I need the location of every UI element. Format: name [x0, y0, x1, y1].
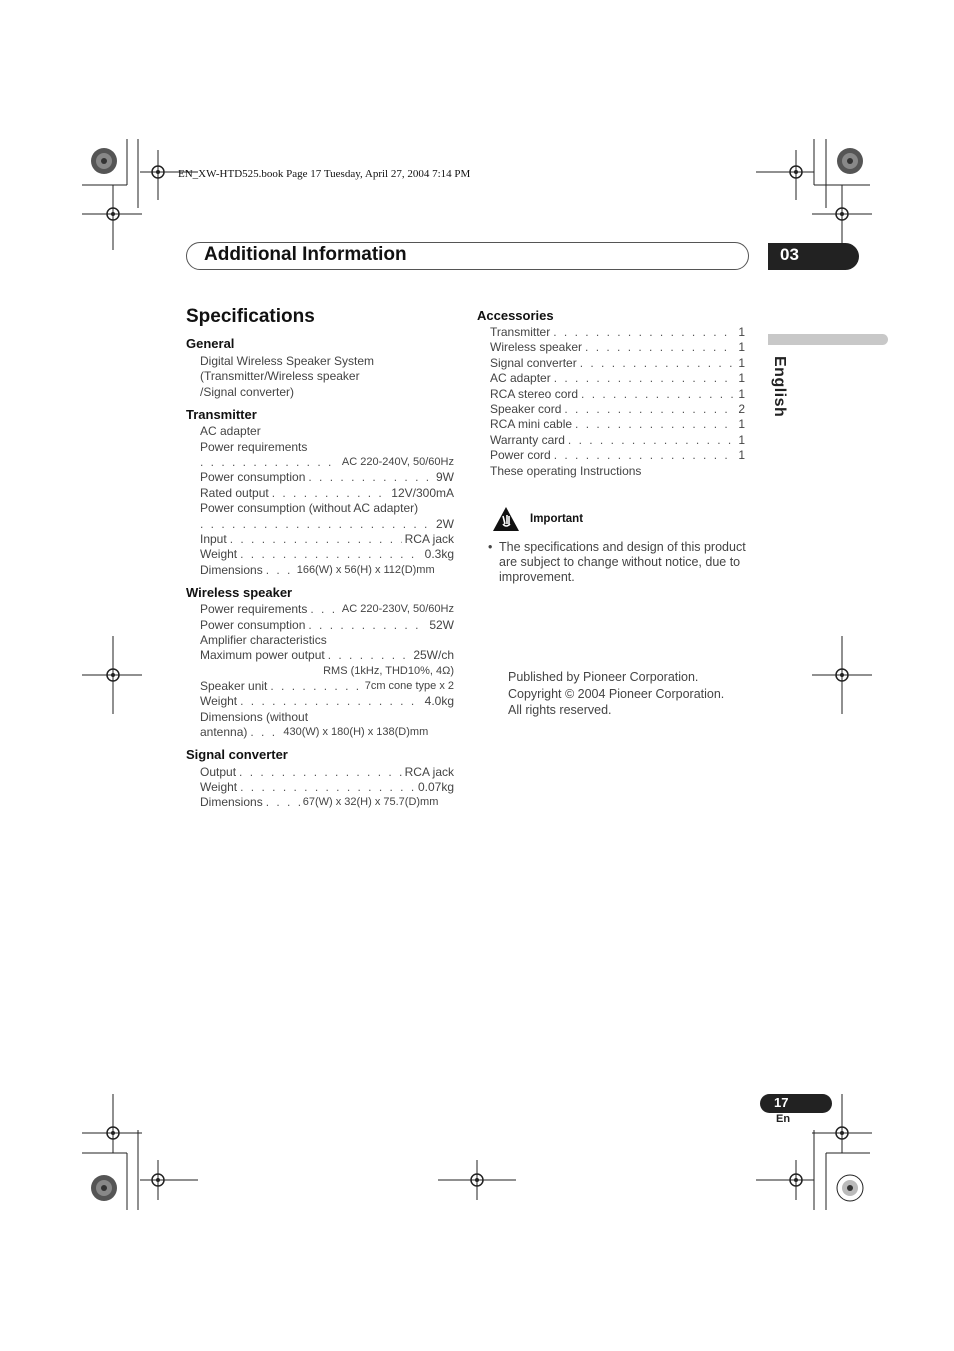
specifications-title: Specifications [186, 306, 315, 327]
spec-label: Weight [200, 694, 238, 708]
accessory-item [490, 387, 745, 402]
spec-label: Dimensions [200, 795, 263, 809]
spec-value: 25W/ch [413, 648, 454, 662]
rights-line: All rights reserved. [508, 703, 612, 717]
spec-value: 4.0kg [424, 694, 454, 708]
accessories-footer: These operating Instructions [490, 464, 642, 478]
accessory-qty: 1 [738, 433, 745, 447]
spec-label: Power consumption (without AC adapter) [200, 501, 419, 515]
spec-row [200, 795, 454, 810]
spec-value: RCA jack [404, 765, 454, 779]
transmitter-power-req-label: Power requirements [200, 440, 308, 454]
page-number: 17 [774, 1095, 789, 1110]
spec-row [200, 765, 454, 780]
wireless-speaker-heading: Wireless speaker [186, 585, 293, 600]
spec-row [200, 517, 454, 532]
spec-label: Power consumption [200, 618, 306, 632]
accessory-item [490, 417, 745, 432]
accessory-name: Transmitter [490, 325, 551, 339]
spec-value: 9W [436, 470, 454, 484]
accessory-name: RCA stereo cord [490, 387, 579, 401]
general-line: (Transmitter/Wireless speaker [200, 369, 360, 383]
spec-row [200, 532, 454, 547]
publisher-line: Published by Pioneer Corporation. [508, 670, 699, 684]
spec-value: 52W [429, 618, 454, 632]
general-heading: General [186, 336, 235, 351]
warning-icon [492, 506, 520, 532]
accessory-item [490, 433, 745, 448]
general-line: /Signal converter) [200, 385, 295, 399]
spec-row [200, 725, 454, 740]
accessory-qty: 1 [738, 325, 745, 339]
header-title: Additional Information [204, 244, 407, 265]
spec-row [200, 470, 454, 485]
spec-value: 2W [436, 517, 454, 531]
spec-row [200, 602, 454, 617]
important-text: The specifications and design of this product are subject to change without notice, due to improvement. [499, 540, 746, 584]
spec-value: 166(W) x 56(H) x 112(D)mm [296, 564, 435, 576]
spec-label: antenna) [200, 725, 248, 739]
accessory-qty: 1 [738, 371, 745, 385]
spec-row [200, 694, 454, 709]
spec-row [200, 486, 454, 501]
spec-value: 430(W) x 180(H) x 138(D)mm [283, 726, 429, 738]
accessory-item [490, 448, 745, 463]
spec-label: Maximum power output [200, 648, 325, 662]
spec-row [200, 563, 454, 578]
accessory-qty: 1 [738, 417, 745, 431]
spec-value: RMS (1kHz, THD10%, 4Ω) [323, 665, 454, 677]
accessory-name: Warranty card [490, 433, 565, 447]
accessory-qty: 1 [738, 356, 745, 370]
spec-row [200, 679, 454, 694]
spec-row [200, 455, 454, 470]
general-line: Digital Wireless Speaker System [200, 354, 375, 368]
spec-value: 7cm cone type x 2 [364, 680, 454, 692]
accessory-qty: 1 [738, 340, 745, 354]
accessory-name: RCA mini cable [490, 417, 573, 431]
book-file-line: EN_XW-HTD525.book Page 17 Tuesday, April 27, 2004 7:14 PM [178, 168, 471, 180]
spec-value: 12V/300mA [391, 486, 454, 500]
accessory-name: Signal converter [490, 356, 577, 370]
spec-value: 0.3kg [424, 547, 454, 561]
accessory-name: Wireless speaker [490, 340, 583, 354]
accessory-item [490, 371, 745, 386]
spec-value: AC 220-230V, 50/60Hz [341, 603, 454, 615]
spec-label: Dimensions (without [200, 710, 309, 724]
spec-label: Weight [200, 547, 238, 561]
spec-label: Rated output [200, 486, 269, 500]
spec-label: Amplifier characteristics [200, 633, 327, 647]
spec-row [200, 618, 454, 633]
spec-label: Power requirements [200, 602, 308, 616]
spec-label: Speaker unit [200, 679, 268, 693]
bullet-dot: • [488, 540, 493, 554]
spec-row [200, 648, 454, 663]
spec-label: Input [200, 532, 227, 546]
copyright-line: Copyright © 2004 Pioneer Corporation. [508, 686, 725, 701]
chapter-number: 03 [780, 245, 799, 264]
page-language: En [776, 1113, 791, 1125]
accessory-qty: 2 [738, 402, 745, 416]
spec-label: Dimensions [200, 563, 263, 577]
spec-value: RCA jack [404, 532, 454, 546]
accessories-heading: Accessories [477, 308, 554, 323]
spec-value: AC 220-240V, 50/60Hz [341, 456, 454, 468]
language-tab-bar [768, 334, 888, 345]
spec-row [200, 780, 454, 795]
spec-label: Weight [200, 780, 238, 794]
spec-label: Output [200, 765, 237, 779]
language-label: English [771, 356, 788, 418]
page-number-tab [760, 1094, 832, 1113]
signal-converter-heading: Signal converter [186, 747, 288, 762]
spec-row [200, 547, 454, 562]
important-label: Important [530, 513, 584, 525]
accessory-name: Speaker cord [490, 402, 562, 416]
accessory-name: AC adapter [490, 371, 551, 385]
spec-value: 0.07kg [417, 780, 454, 794]
accessory-qty: 1 [738, 387, 745, 401]
transmitter-ac-adapter: AC adapter [200, 424, 261, 438]
accessory-item [490, 325, 745, 340]
transmitter-heading: Transmitter [186, 407, 257, 422]
spec-label: Power consumption [200, 470, 306, 484]
spec-value: 67(W) x 32(H) x 75.7(D)mm [302, 796, 439, 808]
accessory-item [490, 340, 745, 355]
accessory-item [490, 356, 745, 371]
accessory-qty: 1 [738, 448, 745, 462]
accessory-name: Power cord [490, 448, 551, 462]
accessory-item [490, 402, 745, 417]
publisher-block [508, 669, 724, 719]
